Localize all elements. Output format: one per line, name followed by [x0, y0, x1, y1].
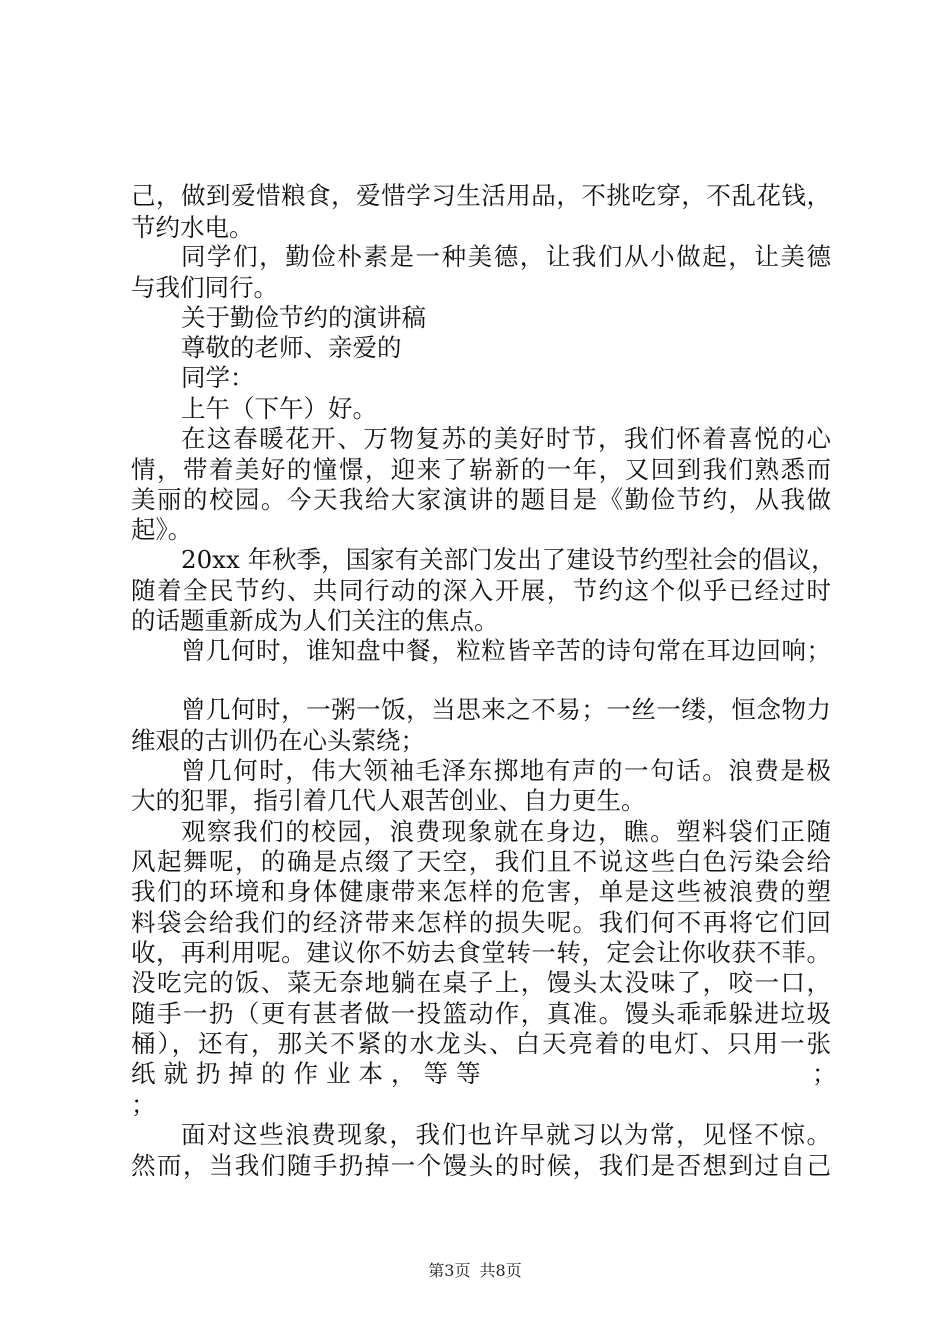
text-line: ； — [131, 1090, 156, 1119]
text-line: 随着全民节约、共同行动的深入开展，节约这个似乎已经过时 — [131, 576, 831, 605]
text-line: 起》。 — [131, 515, 193, 544]
text-line: 我们的环境和身体健康带来怎样的危害，单是这些被浪费的塑 — [131, 877, 831, 906]
text-line: 节约水电。 — [131, 213, 254, 242]
text-line: 曾几何时，一粥一饭，当思来之不易；一丝一缕，恒念物力 — [181, 695, 831, 724]
text-line: 同学们，勤俭朴素是一种美德，让我们从小做起，让美德 — [181, 242, 831, 271]
text-line: 上午（下午）好。 — [181, 394, 377, 423]
text-line: 观察我们的校园，浪费现象就在身边，瞧。塑料袋们正随 — [181, 817, 831, 846]
text-line: 风起舞呢，的确是点缀了天空，我们且不说这些白色污染会给 — [131, 847, 831, 876]
document-title: 关于勤俭节约的演讲稿 — [181, 303, 426, 332]
text-line: 面对这些浪费现象，我们也许早就习以为常，见怪不惊。 — [181, 1120, 831, 1149]
page-total: 共8页 — [479, 1261, 522, 1280]
text-line: 桶），还有，那关不紧的水龙头、白天亮着的电灯、只用一张 — [131, 1029, 831, 1058]
text-line: 情，带着美好的憧憬，迎来了崭新的一年，又回到我们熟悉而 — [131, 455, 831, 484]
text-line: 曾几何时，谁知盘中餐，粒粒皆辛苦的诗句常在耳边回响； — [181, 636, 831, 665]
text-line: 随手一扔（更有甚者做一投篮动作，真准。馒头乖乖躲进垃圾 — [131, 999, 831, 1028]
text-line: 然而，当我们随手扔掉一个馒头的时候，我们是否想到过自己 — [131, 1151, 831, 1180]
text-line: 纸就扔掉的作业本，等等 — [131, 1059, 489, 1088]
text-line: 大的犯罪，指引着几代人艰苦创业、自力更生。 — [131, 786, 646, 815]
text-line: 与我们同行。 — [131, 273, 278, 302]
text-line: 美丽的校园。今天我给大家演讲的题目是《勤俭节约，从我做 — [131, 485, 831, 514]
text-line: 收，再利用呢。建议你不妨去食堂转一转，定会让你收获不菲。 — [131, 938, 831, 967]
text-line-trailing-semicolon: ； — [812, 1059, 837, 1088]
text-line: 没吃完的饭、菜无奈地躺在桌子上，馒头太没味了，咬一口， — [131, 968, 831, 997]
text-line: 曾几何时，伟大领袖毛泽东掷地有声的一句话。浪费是极 — [181, 756, 831, 785]
text-line: 己，做到爱惜粮食，爱惜学习生活用品，不挑吃穿，不乱花钱， — [131, 181, 831, 210]
text-line: 维艰的古训仍在心头萦绕； — [131, 726, 425, 755]
page-footer — [0, 1258, 950, 1281]
text-line: 同学： — [181, 363, 255, 392]
text-line: 20xx 年秋季，国家有关部门发出了建设节约型社会的倡议， — [181, 545, 836, 574]
text-line: 料袋会给我们的经济带来怎样的损失呢。我们何不再将它们回 — [131, 908, 831, 937]
text-line: 在这春暖花开、万物复苏的美好时节，我们怀着喜悦的心 — [181, 424, 831, 453]
text-line: 尊敬的老师、亲爱的 — [181, 333, 402, 362]
page-number: 第3页 — [428, 1261, 471, 1280]
text-line: 的话题重新成为人们关注的焦点。 — [131, 606, 499, 635]
